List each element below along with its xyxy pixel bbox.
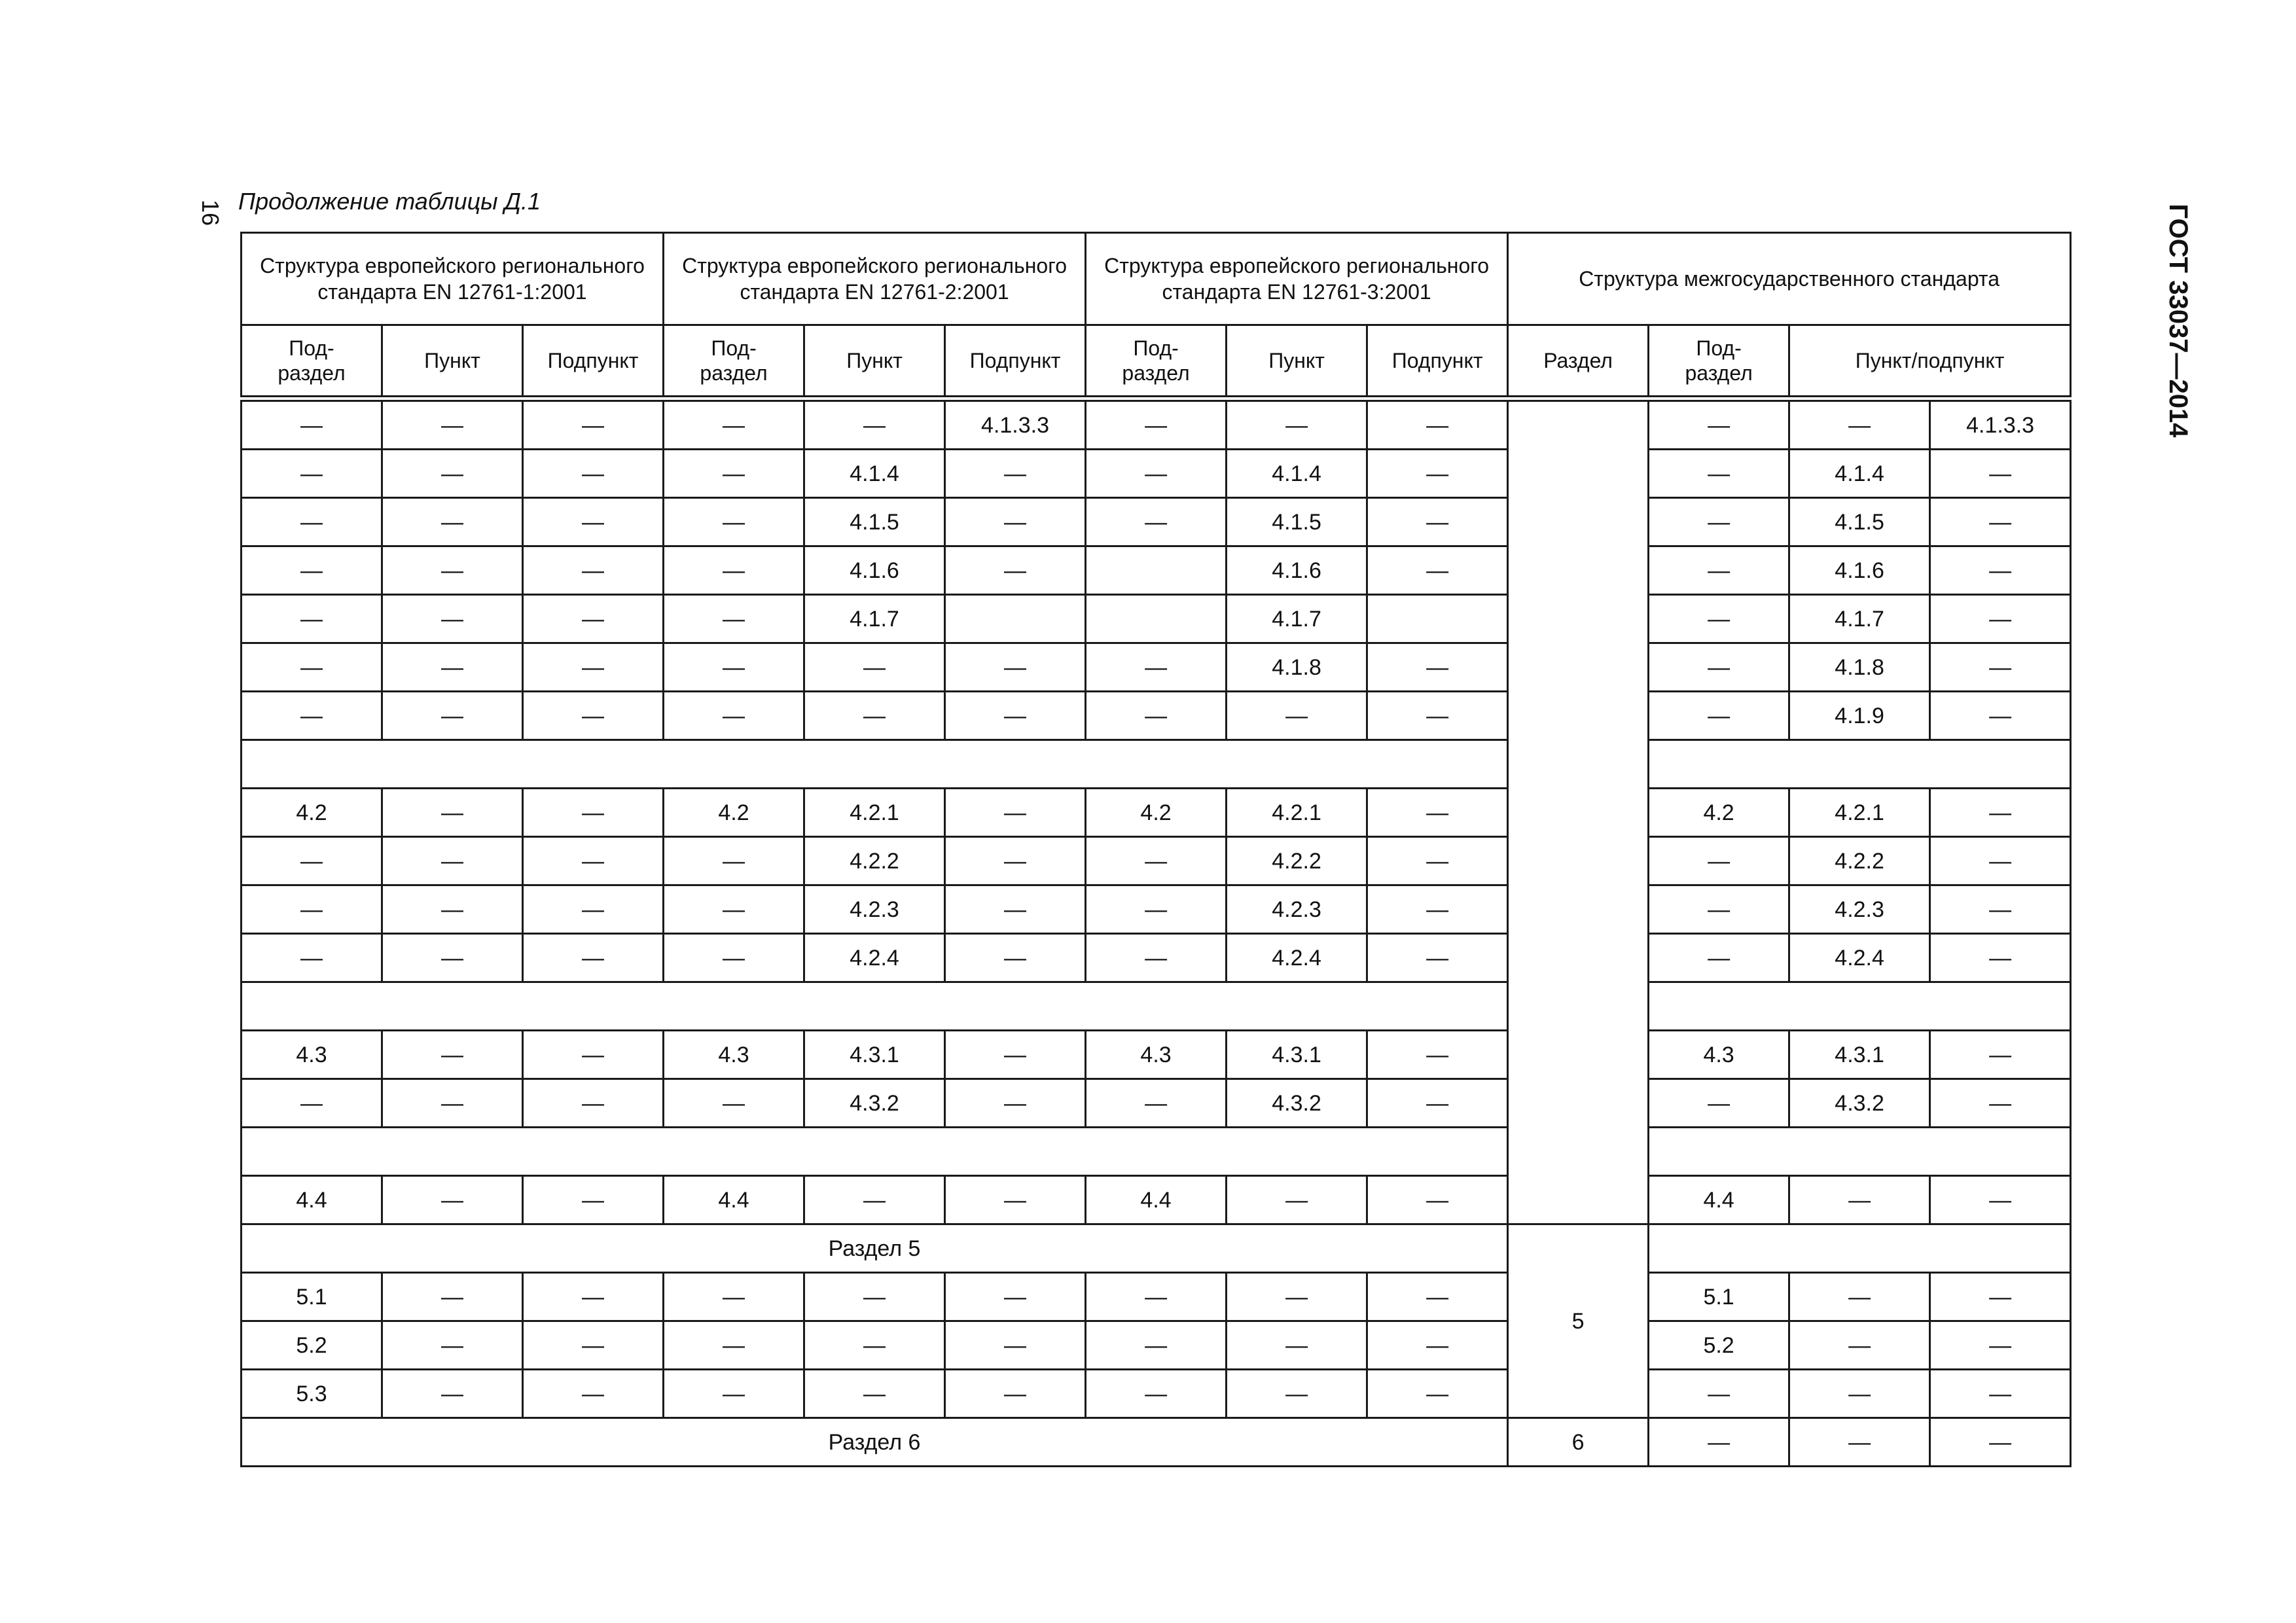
table-cell: — [1367,1273,1508,1321]
table-cell: — [523,1321,664,1370]
table-cell: 4.2 [664,789,804,837]
table-cell [1367,595,1508,643]
table-cell: — [664,643,804,692]
table-cell: 4.1.4 [1789,450,1930,498]
table-cell: 4.2 [1086,789,1227,837]
table-cell: — [804,1321,945,1370]
table-cell: — [242,595,382,643]
section-number-cell: 6 [1508,1418,1649,1467]
table-cell: 4.1.4 [804,450,945,498]
table-cell: — [1930,1321,2071,1370]
header-clause: Пункт [804,325,945,399]
table-cell: — [523,498,664,546]
table-row [242,546,2071,595]
table-row [242,643,2071,692]
table-cell: — [945,885,1086,934]
section-merged-cell [1508,399,1649,1224]
table-cell: — [1789,399,1930,450]
table-cell: — [242,450,382,498]
table-cell: 4.2.4 [804,934,945,982]
table-cell: — [1367,1176,1508,1224]
table-cell: — [523,1079,664,1128]
table-cell: — [1930,1176,2071,1224]
header-subsection: Под- раздел [664,325,804,399]
table-cell: — [523,789,664,837]
table-cell: — [804,643,945,692]
table-cell: — [945,789,1086,837]
table-cell: — [1367,885,1508,934]
table-cell: — [1930,885,2071,934]
table-cell: — [1789,1321,1930,1370]
table-cell: — [382,498,523,546]
table-cell: — [1930,789,2071,837]
header-en12761-3: Структура европейского регионального стандарта EN 12761-3:2001 [1086,233,1508,325]
table-cell: 4.3 [1649,1031,1789,1079]
table-cell: 4.3.2 [1789,1079,1930,1128]
table-cell: — [1367,399,1508,450]
table-cell: — [945,692,1086,740]
table-row [242,1224,2071,1273]
table-cell: — [1649,837,1789,885]
table-cell: 4.1.9 [1789,692,1930,740]
table-cell: — [1649,546,1789,595]
table-cell: — [664,934,804,982]
table-cell: 4.2.2 [804,837,945,885]
table-cell: — [1227,1370,1367,1418]
table-cell: 4.1.6 [1789,546,1930,595]
table-cell: — [664,1273,804,1321]
table-cell: 4.2.2 [1789,837,1930,885]
table-cell: — [242,546,382,595]
table-cell: 4.1.7 [804,595,945,643]
table-cell: — [1086,1321,1227,1370]
table-cell: — [945,1031,1086,1079]
table-cell: — [1789,1418,1930,1467]
table-cell: — [1227,1273,1367,1321]
table-cell: — [1789,1370,1930,1418]
table-cell: — [382,885,523,934]
table-cell: — [1649,1418,1789,1467]
table-cell: 4.3.2 [804,1079,945,1128]
table-cell: — [242,885,382,934]
table-cell: — [1367,498,1508,546]
header-clause-subclause: Пункт/подпункт [1789,325,2071,399]
table-cell: — [1930,643,2071,692]
table-cell: — [945,934,1086,982]
table-cell: 4.1.7 [1789,595,1930,643]
table-cell: — [242,1079,382,1128]
table-cell: — [382,450,523,498]
table-cell: — [1227,692,1367,740]
table-cell: — [523,643,664,692]
table-row [242,1370,2071,1418]
table-cell: 5.2 [1649,1321,1789,1370]
table-cell: — [523,546,664,595]
table-cell: 5.1 [1649,1273,1789,1321]
table-cell: — [1649,498,1789,546]
table-row [242,498,2071,546]
header-subclause: Подпункт [523,325,664,399]
table-cell: — [1086,399,1227,450]
table-cell: 4.1.3.3 [945,399,1086,450]
table-cell: 4.3.2 [1227,1079,1367,1128]
table-cell: — [382,1079,523,1128]
table-cell: — [242,498,382,546]
table-row [242,1321,2071,1370]
table-cell: — [382,1370,523,1418]
table-row [242,1273,2071,1321]
table-cell: — [1930,498,2071,546]
table-cell: 4.2.3 [804,885,945,934]
table-cell: — [1086,498,1227,546]
table-cell [1086,595,1227,643]
table-cell: — [1367,643,1508,692]
table-cell: — [523,1273,664,1321]
table-cell: — [242,643,382,692]
table-cell: — [945,837,1086,885]
header-row-groups [242,233,2071,325]
header-subclause: Подпункт [1367,325,1508,399]
table-cell: — [1649,885,1789,934]
table-cell: — [1367,789,1508,837]
table-cell: — [1367,1079,1508,1128]
table-cell: — [382,399,523,450]
table-row [242,1418,2071,1467]
table-row [242,1079,2071,1128]
table-cell: 4.4 [1086,1176,1227,1224]
table-row [242,837,2071,885]
table-cell: — [1649,1079,1789,1128]
table-cell: — [1930,1418,2071,1467]
table-cell: — [382,546,523,595]
correspondence-table [240,232,2072,1467]
table-cell: — [523,1370,664,1418]
table-cell: — [664,498,804,546]
table-cell: — [523,837,664,885]
table-cell: 4.3 [1086,1031,1227,1079]
table-cell: 4.1.5 [804,498,945,546]
table-cell: — [1789,1273,1930,1321]
table-cell: — [1367,450,1508,498]
table-cell: 4.2 [242,789,382,837]
table-cell: — [1649,450,1789,498]
table-cell: — [1930,546,2071,595]
table-cell: — [1086,837,1227,885]
table-cell: — [664,1321,804,1370]
spacer-cell [1649,1224,2071,1273]
table-cell: — [804,692,945,740]
table-row [242,692,2071,740]
table-cell: — [945,1321,1086,1370]
spacer-cell [242,1128,1508,1176]
table-cell: — [1086,885,1227,934]
table-cell: 4.3.1 [1227,1031,1367,1079]
section-title-cell: Раздел 6 [242,1418,1508,1467]
table-cell: 4.2.3 [1789,885,1930,934]
table-cell: — [1649,595,1789,643]
table-cell: 4.2.4 [1789,934,1930,982]
table-cell: — [382,934,523,982]
table-cell: — [945,1273,1086,1321]
table-cell: 4.1.5 [1227,498,1367,546]
table-cell: — [523,1031,664,1079]
table-cell: — [1227,399,1367,450]
table-cell: — [664,399,804,450]
table-cell: — [945,498,1086,546]
table-row [242,885,2071,934]
table-cell: 4.1.6 [804,546,945,595]
table-cell: — [1086,1273,1227,1321]
table-cell: — [382,595,523,643]
table-cell: 4.1.5 [1789,498,1930,546]
table-row [242,1176,2071,1224]
section-number-cell: 5 [1508,1224,1649,1418]
table-cell: — [1649,692,1789,740]
table-cell: — [1649,1370,1789,1418]
table-cell: — [1649,399,1789,450]
header-subclause: Подпункт [945,325,1086,399]
header-section: Раздел [1508,325,1649,399]
table-cell: — [1367,546,1508,595]
table-cell: — [382,643,523,692]
table-cell: — [1930,1031,2071,1079]
table-cell: — [1789,1176,1930,1224]
table-cell: — [523,450,664,498]
table-body [242,399,2071,1467]
header-row-columns [242,325,2071,399]
table-cell: — [664,1370,804,1418]
table-cell: — [804,1176,945,1224]
table-cell: — [1086,1370,1227,1418]
table-cell: — [382,1321,523,1370]
table-caption: Продолжение таблицы Д.1 [238,188,541,215]
table-cell: — [523,885,664,934]
table-cell: — [1227,1321,1367,1370]
table-row [242,1128,2071,1176]
table-cell: — [1367,1321,1508,1370]
header-clause: Пункт [1227,325,1367,399]
table-cell: — [664,692,804,740]
table-cell: — [664,450,804,498]
table-cell: 4.2.4 [1227,934,1367,982]
spacer-cell [1649,982,2071,1031]
table-cell: — [1227,1176,1367,1224]
table-cell: — [242,692,382,740]
document-code: ГОСТ 33037—2014 [2164,204,2193,438]
table-cell: 4.1.3.3 [1930,399,2071,450]
table-cell: — [945,643,1086,692]
table-cell: — [1086,934,1227,982]
table-cell: — [804,399,945,450]
header-clause: Пункт [382,325,523,399]
table-cell: — [664,1079,804,1128]
table-cell: 5.3 [242,1370,382,1418]
table-row [242,740,2071,789]
table-cell [1086,546,1227,595]
table-cell: 4.3.1 [804,1031,945,1079]
table-cell: 4.3 [242,1031,382,1079]
table-cell: 4.4 [1649,1176,1789,1224]
table-cell: — [1649,643,1789,692]
table-cell: — [945,546,1086,595]
table-cell: — [1367,1370,1508,1418]
table-cell: — [664,595,804,643]
table-cell: 4.2.1 [1227,789,1367,837]
table-cell: — [523,1176,664,1224]
table-cell: — [1086,1079,1227,1128]
table-cell: — [1086,643,1227,692]
table-cell: 4.2.1 [1789,789,1930,837]
table-cell: — [804,1273,945,1321]
table-cell: — [1367,1031,1508,1079]
header-subsection: Под- раздел [1086,325,1227,399]
table-cell: — [664,837,804,885]
table-cell: — [523,595,664,643]
table-cell: — [1367,934,1508,982]
page-number: 16 [197,199,224,226]
table-cell: — [1367,837,1508,885]
table-cell: — [1086,692,1227,740]
table-row [242,1031,2071,1079]
table-cell: — [523,934,664,982]
table-cell [945,595,1086,643]
table-cell: — [382,1176,523,1224]
table-cell: — [242,399,382,450]
header-gost-structure: Структура межгосударственного стандарта [1508,233,2071,325]
table-cell: 4.3 [664,1031,804,1079]
table-cell: 4.2 [1649,789,1789,837]
table-row [242,450,2071,498]
table-row [242,399,2071,450]
table-cell: 5.1 [242,1273,382,1321]
spacer-cell [242,740,1508,789]
table-cell: — [1930,692,2071,740]
table-cell: — [1649,934,1789,982]
header-subsection: Под- раздел [1649,325,1789,399]
table-cell: 4.1.6 [1227,546,1367,595]
table-cell: — [382,692,523,740]
table-cell: 4.1.4 [1227,450,1367,498]
table-cell: — [1086,450,1227,498]
table-cell: 4.4 [664,1176,804,1224]
table-cell: — [523,692,664,740]
table-row [242,982,2071,1031]
table-cell: 4.2.2 [1227,837,1367,885]
table-cell: — [382,1273,523,1321]
table-cell: — [664,546,804,595]
table-row [242,595,2071,643]
section-title-cell: Раздел 5 [242,1224,1508,1273]
table-cell: — [1930,1273,2071,1321]
table-cell: — [382,789,523,837]
spacer-cell [1649,1128,2071,1176]
table-cell: — [945,450,1086,498]
header-subsection: Под- раздел [242,325,382,399]
table-cell: — [804,1370,945,1418]
table-cell: — [382,837,523,885]
table-cell: — [1930,837,2071,885]
table-cell: 5.2 [242,1321,382,1370]
table-cell: — [523,399,664,450]
table-cell: 4.4 [242,1176,382,1224]
table-cell: — [945,1079,1086,1128]
table-cell: — [945,1176,1086,1224]
table-cell: 4.1.8 [1789,643,1930,692]
table-cell: — [1367,692,1508,740]
table-cell: 4.2.3 [1227,885,1367,934]
table-cell: — [664,885,804,934]
table-cell: — [1930,450,2071,498]
table-cell: — [1930,934,2071,982]
table-cell: 4.3.1 [1789,1031,1930,1079]
table-cell: 4.1.8 [1227,643,1367,692]
table-cell: — [1930,1079,2071,1128]
header-en12761-1: Структура европейского регионального стандарта EN 12761-1:2001 [242,233,664,325]
spacer-cell [242,982,1508,1031]
table-cell: — [242,934,382,982]
table-cell: — [1930,1370,2071,1418]
table-cell: — [1930,595,2071,643]
header-en12761-2: Структура европейского регионального стандарта EN 12761-2:2001 [664,233,1086,325]
table-cell: — [945,1370,1086,1418]
table-row [242,934,2071,982]
table-cell: 4.1.7 [1227,595,1367,643]
table-cell: 4.2.1 [804,789,945,837]
table-row [242,789,2071,837]
table-cell: — [242,837,382,885]
table-cell: — [382,1031,523,1079]
spacer-cell [1649,740,2071,789]
